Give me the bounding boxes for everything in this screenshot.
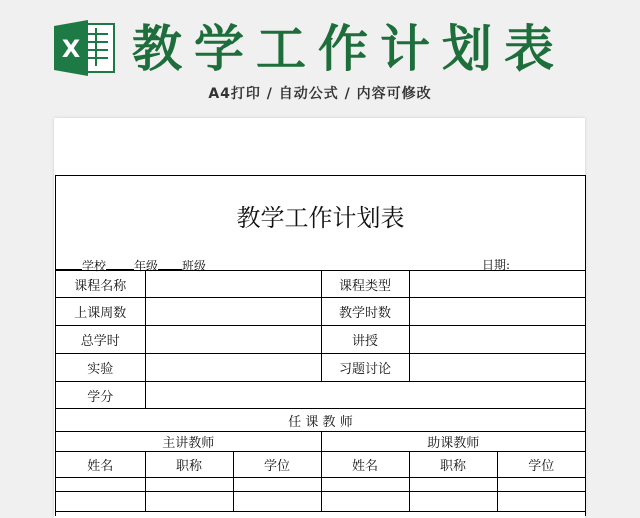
main-name-cell[interactable] [56, 492, 145, 512]
assistant-name-cell[interactable] [321, 492, 409, 512]
table-row [56, 432, 585, 452]
weeks-cell[interactable] [145, 298, 321, 326]
assistant-name-header: 姓名 [321, 452, 409, 478]
table-row [56, 478, 585, 492]
assistant-title-cell[interactable] [409, 478, 497, 492]
table-row [56, 271, 585, 298]
experiment-label: 实验 [56, 354, 145, 382]
course-type-cell[interactable] [409, 271, 585, 298]
main-name-header: 姓名 [56, 452, 145, 478]
plan-table [56, 270, 585, 512]
class-blank[interactable] [158, 256, 182, 270]
form-title: 教学工作计划表 [236, 204, 405, 232]
exercise-cell[interactable] [409, 354, 585, 382]
table-row [56, 326, 585, 354]
assistant-title-cell[interactable] [409, 492, 497, 512]
assistant-teacher-header: 助课教师 [321, 432, 585, 452]
credits-label: 学分 [56, 382, 145, 409]
main-degree-header: 学位 [233, 452, 321, 478]
main-degree-cell[interactable] [233, 492, 321, 512]
main-title-cell[interactable] [145, 492, 233, 512]
assistant-degree-cell[interactable] [497, 478, 585, 492]
assistant-degree-header: 学位 [497, 452, 585, 478]
table-row [56, 452, 585, 478]
course-name-label: 课程名称 [56, 271, 145, 298]
table-row [56, 409, 585, 432]
exercise-label: 习题讨论 [321, 354, 409, 382]
weeks-label: 上课周数 [56, 298, 145, 326]
lecture-cell[interactable] [409, 326, 585, 354]
course-type-label: 课程类型 [321, 271, 409, 298]
main-degree-cell[interactable] [233, 478, 321, 492]
teachers-header: 任 课 教 师 [56, 409, 585, 432]
banner-title: 教学工作计划表 [132, 20, 566, 78]
table-row [56, 354, 585, 382]
banner-subtitle: A4打印 / 自动公式 / 内容可修改 [208, 86, 432, 102]
grade-label: 年级 [134, 259, 159, 273]
assistant-title-header: 职称 [409, 452, 497, 478]
weekly-hours-label: 教学时数 [321, 298, 409, 326]
table-row [56, 492, 585, 512]
main-name-cell[interactable] [56, 478, 145, 492]
assistant-degree-cell[interactable] [497, 492, 585, 512]
main-teacher-header: 主讲教师 [56, 432, 321, 452]
logo-letter: X [61, 35, 81, 63]
school-label: 学校 [82, 259, 107, 273]
total-hours-label: 总学时 [56, 326, 145, 354]
weekly-hours-cell[interactable] [409, 298, 585, 326]
total-hours-cell[interactable] [145, 326, 321, 354]
lecture-label: 讲授 [321, 326, 409, 354]
form-sheet [55, 175, 586, 516]
experiment-cell[interactable] [145, 354, 321, 382]
credits-cell[interactable] [145, 382, 585, 409]
class-label: 班级 [182, 259, 207, 273]
table-row [56, 382, 585, 409]
school-blank[interactable] [56, 256, 82, 270]
grade-blank[interactable] [106, 256, 134, 270]
assistant-name-cell[interactable] [321, 478, 409, 492]
course-name-cell[interactable] [145, 271, 321, 298]
excel-logo-icon [54, 20, 116, 76]
date-label: 日期: [482, 258, 511, 272]
main-title-cell[interactable] [145, 478, 233, 492]
table-row [56, 298, 585, 326]
main-title-header: 职称 [145, 452, 233, 478]
